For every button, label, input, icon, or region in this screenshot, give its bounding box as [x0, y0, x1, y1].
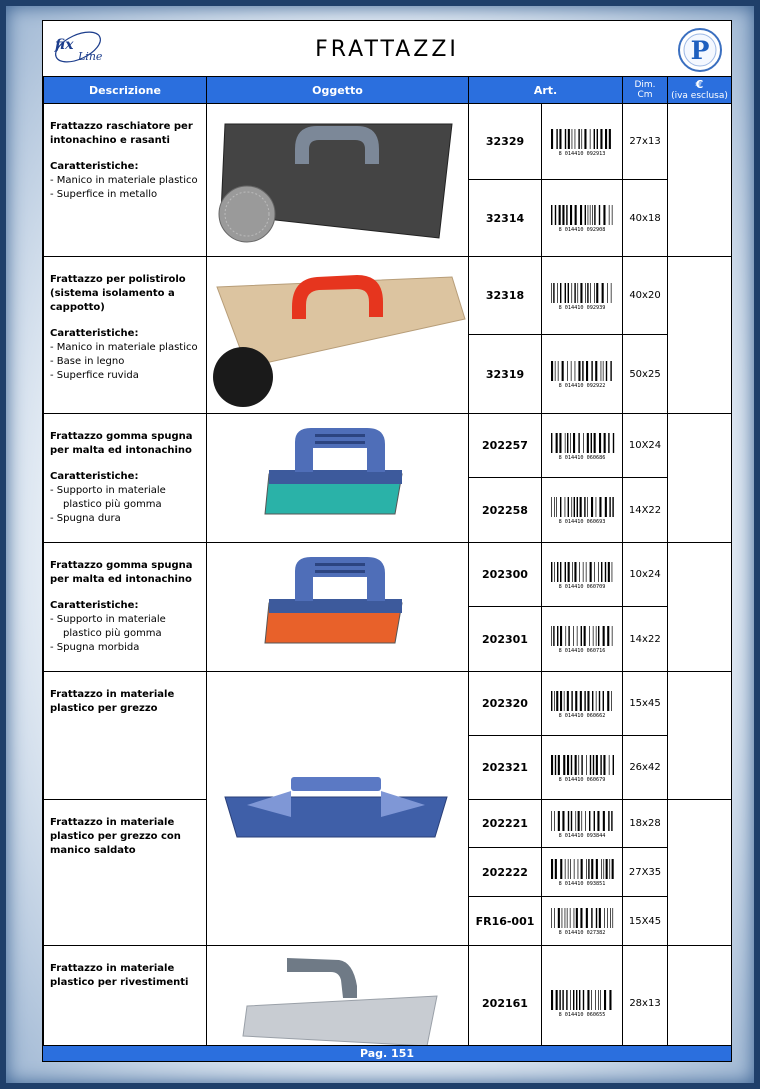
dimension-text: 10x24	[629, 569, 661, 580]
col-dim-line2: Cm	[637, 90, 653, 100]
price-cell	[668, 257, 732, 414]
barcode-number: 8 014410 093844	[558, 832, 606, 838]
features-list	[50, 341, 200, 383]
product-row	[44, 946, 732, 1061]
barcode-number: 8 014410 060709	[558, 583, 606, 589]
barcode-cell	[542, 414, 623, 478]
article-code-text: 202258	[482, 503, 528, 517]
product-table	[43, 76, 732, 1061]
dimension-text: 27X35	[628, 866, 662, 878]
barcode	[549, 128, 615, 156]
feature-item: - Superfice ruvida	[50, 369, 200, 383]
barcode-cell	[542, 335, 623, 414]
article-code-text: FR16-001	[475, 914, 535, 928]
article-code	[469, 257, 542, 335]
product-image	[207, 257, 469, 414]
dimension	[623, 897, 668, 946]
article-code-text: 202320	[482, 697, 528, 710]
price-cell	[668, 800, 732, 946]
article-code-text: 202222	[482, 865, 528, 879]
col-dim	[623, 77, 668, 104]
feature-item: - Superfice in metallo	[50, 188, 200, 202]
brand-left: fix	[55, 37, 74, 53]
price-cell	[668, 946, 732, 1061]
barcode-cell	[542, 478, 623, 543]
product-description	[44, 543, 207, 672]
dimension-text: 10X24	[628, 440, 662, 451]
dimension-text: 26x42	[629, 762, 661, 773]
page-title: FRATTAZZI	[315, 37, 459, 62]
article-code	[469, 543, 542, 607]
product-row	[44, 104, 732, 180]
barcode	[549, 204, 615, 232]
product-row	[44, 257, 732, 335]
parking-badge	[677, 27, 723, 73]
feature-item: - Spugna dura	[50, 512, 200, 526]
article-code	[469, 180, 542, 257]
dimension	[623, 607, 668, 672]
product-title: Frattazzo in materiale plastico per grezzo	[50, 689, 175, 714]
dimension	[623, 946, 668, 1061]
article-code	[469, 478, 542, 543]
col-price-symbol: €	[695, 77, 704, 91]
barcode	[549, 907, 615, 935]
dimension-text: 50x25	[629, 368, 661, 380]
barcode-number: 8 014410 092939	[558, 304, 606, 310]
product-title: Frattazzo in materiale plastico per grezzo con manico saldato	[50, 817, 181, 856]
barcode	[549, 282, 615, 310]
features-list	[50, 484, 200, 526]
barcode-number: 8 014410 027382	[558, 930, 606, 935]
dimension	[623, 800, 668, 848]
dimension-text: 15x45	[629, 698, 661, 709]
barcode-number: 8 014410 060716	[558, 648, 606, 653]
col-dim-line1: Dim.	[634, 80, 656, 90]
barcode-cell	[542, 736, 623, 800]
feature-item: - Supporto in materiale plastico più gomma	[50, 613, 200, 641]
article-code	[469, 104, 542, 180]
dimension	[623, 672, 668, 736]
product-title: Frattazzo gomma spugna per malta ed intonachino	[50, 560, 193, 585]
product-image	[207, 946, 469, 1061]
barcode-number: 8 014410 060679	[558, 776, 606, 782]
barcode-number: 8 014410 060655	[558, 1012, 606, 1017]
barcode-number: 8 014410 060686	[558, 454, 606, 460]
barcode	[549, 810, 615, 838]
price-cell	[668, 543, 732, 672]
features-heading: Caratteristiche:	[50, 161, 139, 172]
features-heading: Caratteristiche:	[50, 471, 139, 482]
product-description	[44, 672, 207, 800]
dimension-text: 14x22	[629, 633, 661, 645]
barcode-cell	[542, 543, 623, 607]
product-row	[44, 672, 732, 736]
article-code-text: 202161	[482, 996, 528, 1010]
barcode-number: 8 014410 092908	[558, 227, 606, 232]
article-code	[469, 897, 542, 946]
barcode	[549, 561, 615, 589]
product-description	[44, 414, 207, 543]
barcode-cell	[542, 897, 623, 946]
barcode-cell	[542, 180, 623, 257]
page-number: Pag. 151	[43, 1045, 731, 1061]
feature-item: - Supporto in materiale plastico più gomma	[50, 484, 200, 512]
dimension-text: 40x18	[629, 212, 661, 224]
barcode	[549, 496, 615, 524]
feature-item: - Base in legno	[50, 355, 200, 369]
product-description	[44, 104, 207, 257]
product-image	[207, 543, 469, 672]
barcode	[549, 690, 615, 718]
dimension	[623, 104, 668, 180]
feature-item: - Manico in materiale plastico	[50, 174, 200, 188]
page-frame	[6, 6, 754, 1083]
barcode-number: 8 014410 093851	[558, 881, 606, 886]
product-image	[207, 104, 469, 257]
catalog-page	[42, 20, 732, 1062]
article-code	[469, 736, 542, 800]
barcode-number: 8 014410 092922	[558, 383, 606, 388]
barcode	[549, 989, 615, 1017]
dimension	[623, 257, 668, 335]
product-description	[44, 800, 207, 946]
dimension	[623, 478, 668, 543]
barcode-cell	[542, 104, 623, 180]
article-code-text: 202321	[482, 761, 528, 774]
barcode	[549, 754, 615, 782]
article-code-text: 32319	[485, 367, 525, 381]
dimension	[623, 180, 668, 257]
barcode	[549, 360, 615, 388]
article-code	[469, 335, 542, 414]
badge-letter: P	[690, 36, 710, 65]
barcode-number: 8 014410 092913	[558, 150, 606, 156]
article-code-text: 32314	[485, 211, 525, 225]
article-code-text: 32318	[485, 289, 525, 302]
article-code-text: 202257	[482, 439, 528, 452]
features-heading: Caratteristiche:	[50, 600, 139, 611]
brand-right: Line	[78, 50, 103, 63]
product-title: Frattazzo per polistirolo (sistema isolamento a cappotto)	[50, 274, 186, 313]
article-code-text: 202221	[482, 817, 528, 830]
feature-item: - Spugna morbida	[50, 641, 200, 655]
col-descrizione: Descrizione	[44, 77, 207, 104]
barcode-cell	[542, 257, 623, 335]
article-code	[469, 672, 542, 736]
features-list	[50, 174, 200, 202]
product-image	[207, 414, 469, 543]
barcode-cell	[542, 672, 623, 736]
barcode	[549, 858, 615, 886]
barcode-cell	[542, 800, 623, 848]
product-title: Frattazzo raschiatore per intonachino e rasanti	[50, 121, 193, 146]
product-row	[44, 414, 732, 478]
article-code	[469, 800, 542, 848]
article-code	[469, 848, 542, 897]
dimension-text: 27x13	[629, 136, 661, 147]
article-code	[469, 946, 542, 1061]
price-cell	[668, 672, 732, 800]
dimension	[623, 335, 668, 414]
product-title: Frattazzo gomma spugna per malta ed intonachino	[50, 431, 193, 456]
barcode	[549, 432, 615, 460]
barcode-number: 8 014410 060662	[558, 712, 606, 718]
feature-item: - Manico in materiale plastico	[50, 341, 200, 355]
col-art: Art.	[469, 77, 623, 104]
dimension	[623, 736, 668, 800]
dimension	[623, 414, 668, 478]
article-code	[469, 607, 542, 672]
article-code	[469, 414, 542, 478]
barcode-number: 8 014410 060693	[558, 519, 606, 524]
table-header-row	[44, 77, 732, 104]
barcode-cell	[542, 848, 623, 897]
price-cell	[668, 414, 732, 543]
features-heading: Caratteristiche:	[50, 328, 139, 339]
barcode-cell	[542, 946, 623, 1061]
product-title: Frattazzo in materiale plastico per rivestimenti	[50, 963, 189, 988]
dimension-text: 40x20	[629, 290, 661, 301]
product-description	[44, 946, 207, 1061]
dimension-text: 28x13	[629, 997, 661, 1009]
col-oggetto: Oggetto	[207, 77, 469, 104]
dimension-text: 18x28	[629, 818, 661, 829]
article-code-text: 202300	[482, 568, 528, 581]
article-code-text: 32329	[485, 135, 525, 148]
dimension-text: 15X45	[628, 915, 662, 927]
dimension-text: 14X22	[628, 504, 662, 516]
dimension	[623, 543, 668, 607]
product-description	[44, 257, 207, 414]
product-row	[44, 543, 732, 607]
barcode-cell	[542, 607, 623, 672]
col-price-note: (iva esclusa)	[671, 90, 728, 101]
barcode	[549, 625, 615, 653]
product-image	[207, 672, 469, 946]
article-code-text: 202301	[482, 632, 528, 646]
dimension	[623, 848, 668, 897]
price-cell	[668, 104, 732, 257]
col-price	[668, 77, 732, 104]
features-list	[50, 613, 200, 655]
